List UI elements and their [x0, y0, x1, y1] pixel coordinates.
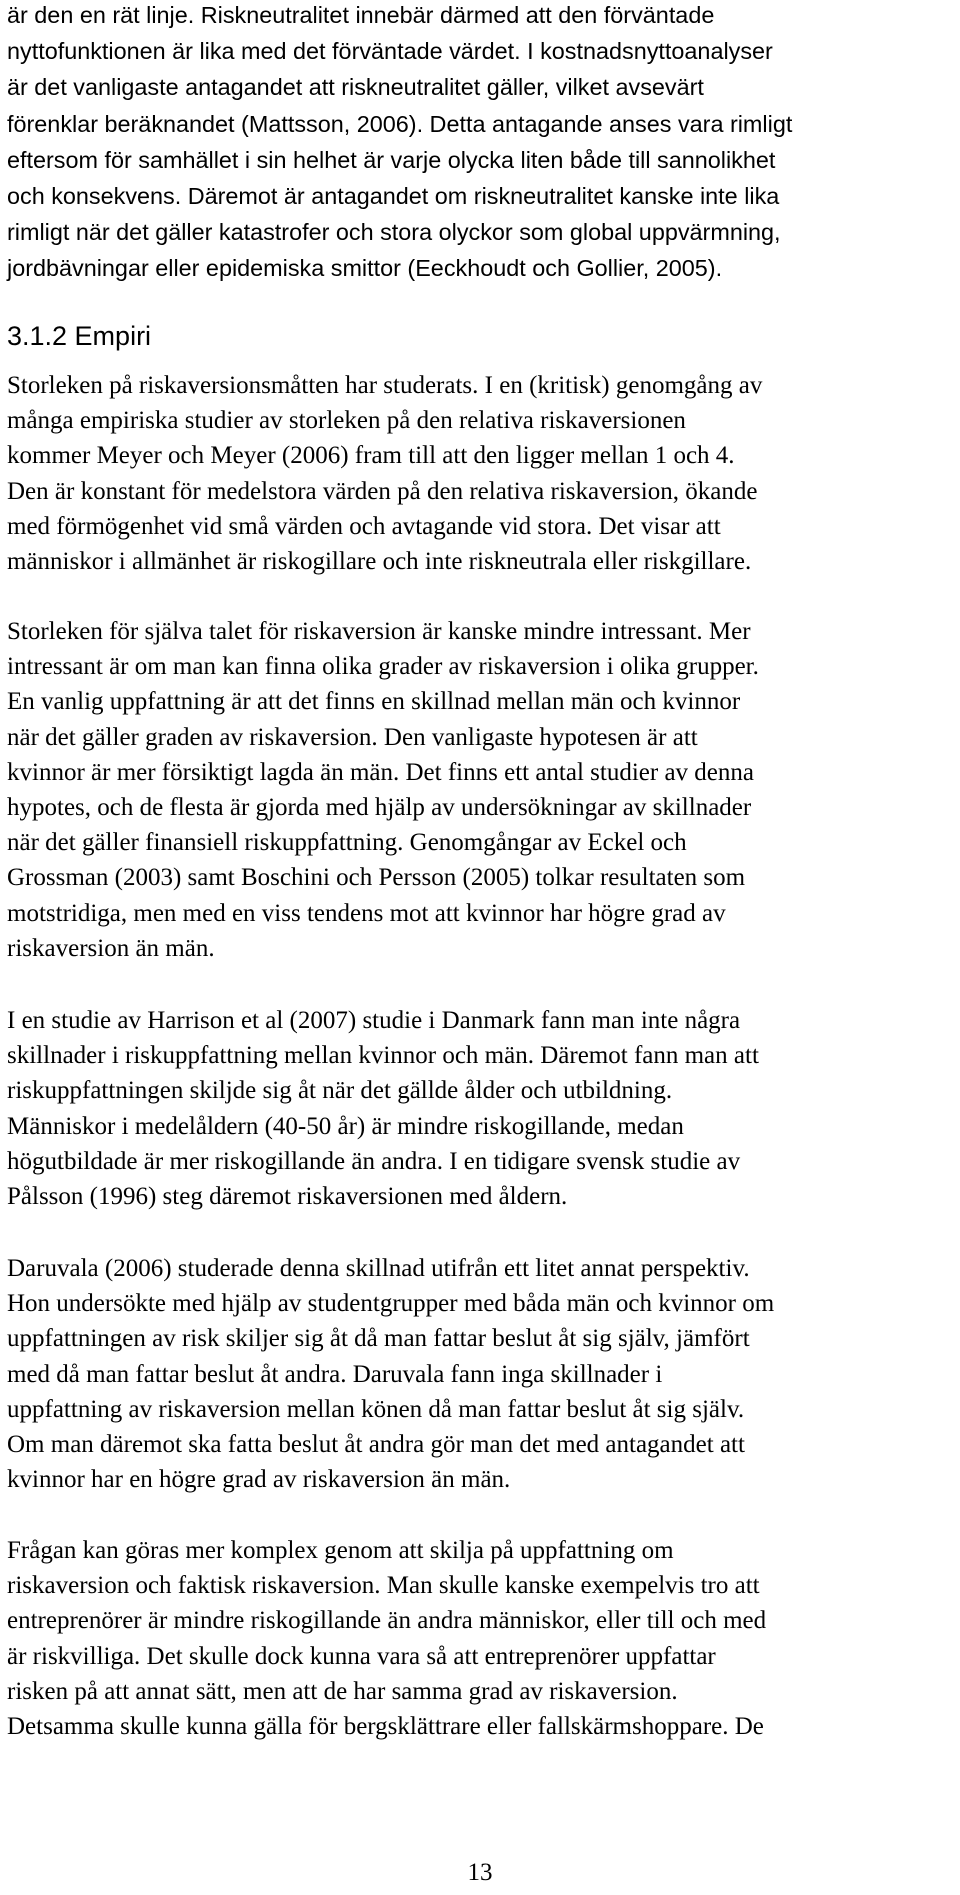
text-line: när det gäller graden av riskaversion. Den vanligaste hypotesen är att — [7, 723, 698, 751]
text-line: Storleken för själva talet för riskaversion är kanske mindre intressant. Mer — [7, 618, 751, 645]
text-line: En vanlig uppfattning är att det finns en skillnad mellan män och kvinnor — [7, 688, 741, 716]
text-line: och konsekvens. Däremot är antagandet om riskneutralitet kanske inte lika — [7, 183, 780, 210]
text-line: när det gäller finansiell riskuppfattning. Genomgångar av Eckel och — [7, 829, 687, 857]
text-line: är den en rät linje. Riskneutralitet innebär därmed att den förväntade — [7, 2, 715, 28]
text-line: rimligt när det gäller katastrofer och stora olyckor som global uppvärmning, — [7, 219, 781, 246]
text-line: är riskvilliga. Det skulle dock kunna vara så att entreprenörer uppfattar — [7, 1642, 716, 1670]
text-line: riskuppfattningen skiljde sig åt när det gällde ålder och utbildning. — [7, 1077, 673, 1105]
text-line: skillnader i riskuppfattning mellan kvinnor och män. Däremot fann man att — [7, 1042, 759, 1070]
text-line: risken på att annat sätt, men att de har samma grad av riskaversion. — [7, 1677, 678, 1705]
text-line: förenklar beräknandet (Mattsson, 2006). Detta antagande anses vara rimligt — [7, 110, 793, 137]
text-line: entreprenörer är mindre riskogillande än andra människor, eller till och med — [7, 1607, 767, 1635]
text-line: Storleken på riskaversionsmåtten har studerats. I en (kritisk) genomgång av — [7, 372, 763, 399]
text-line: Pålsson (1996) steg däremot riskaversionen med åldern. — [7, 1183, 568, 1211]
text-line: högutbildade är mer riskogillande än andra. I en tidigare svensk studie av — [7, 1147, 741, 1175]
page-number: 13 — [467, 1859, 493, 1886]
text-line: uppfattning av riskaversion mellan könen då man fattar beslut åt sig själv. — [7, 1395, 745, 1423]
text-line: nyttofunktionen är lika med det förväntade värdet. I kostnadsnyttoanalyser — [7, 38, 773, 65]
text-line: intressant är om man kan finna olika grader av riskaversion i olika grupper. — [7, 653, 759, 681]
text-line: hypotes, och de flesta är gjorda med hjälp av undersökningar av skillnader — [7, 794, 752, 822]
text-line: Människor i medelåldern (40-50 år) är mindre riskogillande, medan — [7, 1112, 684, 1140]
section-heading: 3.1.2 Empiri — [7, 321, 152, 351]
text-line: riskaversion och faktisk riskaversion. Man skulle kanske exempelvis tro att — [7, 1572, 760, 1600]
text-line: med då man fattar beslut åt andra. Daruvala fann inga skillnader i — [7, 1360, 663, 1388]
text-line: I en studie av Harrison et al (2007) studie i Danmark fann man inte några — [7, 1007, 741, 1034]
text-line: jordbävningar eller epidemiska smittor (Eeckhoudt och Gollier, 2005). — [7, 255, 723, 282]
text-line: Daruvala (2006) studerade denna skillnad utifrån ett litet annat perspektiv. — [7, 1255, 750, 1282]
text-line: Hon undersökte med hjälp av studentgrupper med båda män och kvinnor om — [7, 1290, 775, 1318]
text-line: kommer Meyer och Meyer (2006) fram till att den ligger mellan 1 och 4. — [7, 442, 735, 470]
text-line: Frågan kan göras mer komplex genom att skilja på uppfattning om — [7, 1537, 674, 1564]
text-line: Den är konstant för medelstora värden på den relativa riskaversion, ökande — [7, 477, 758, 505]
text-line: riskaversion än män. — [7, 934, 215, 962]
intro-paragraph — [7, 0, 955, 287]
text-line: kvinnor har en högre grad av riskaversion än män. — [7, 1466, 511, 1494]
paragraph-3 — [7, 1003, 955, 1214]
text-line: motstridiga, men med en viss tendens mot att kvinnor har högre grad av — [7, 899, 726, 927]
text-line: Om man däremot ska fatta beslut åt andra gör man det med antagandet att — [7, 1431, 745, 1459]
text-line: är det vanligaste antagandet att riskneutralitet gäller, vilket avsevärt — [7, 74, 704, 101]
text-line: uppfattningen av risk skiljer sig åt då man fattar beslut åt sig själv, jämfört — [7, 1325, 750, 1353]
text-line: människor i allmänhet är riskogillare och inte riskneutrala eller riskgillare. — [7, 548, 752, 576]
paragraph-5 — [7, 1533, 955, 1744]
text-line: eftersom för samhället i sin helhet är varje olycka liten både till sannolikhet — [7, 146, 776, 173]
text-line: kvinnor är mer försiktigt lagda än män. Det finns ett antal studier av denna — [7, 758, 754, 786]
text-line: Detsamma skulle kunna gälla för bergsklättrare eller fallskärmshoppare. De — [7, 1713, 764, 1741]
text-line: med förmögenhet vid små värden och avtagande vid stora. Det visar att — [7, 512, 721, 540]
paragraph-4 — [7, 1251, 955, 1497]
text-line: Grossman (2003) samt Boschini och Persson (2005) tolkar resultaten som — [7, 864, 746, 892]
paragraph-2 — [7, 614, 955, 966]
paragraph-1 — [7, 368, 955, 579]
text-line: många empiriska studier av storleken på den relativa riskaversionen — [7, 407, 686, 435]
